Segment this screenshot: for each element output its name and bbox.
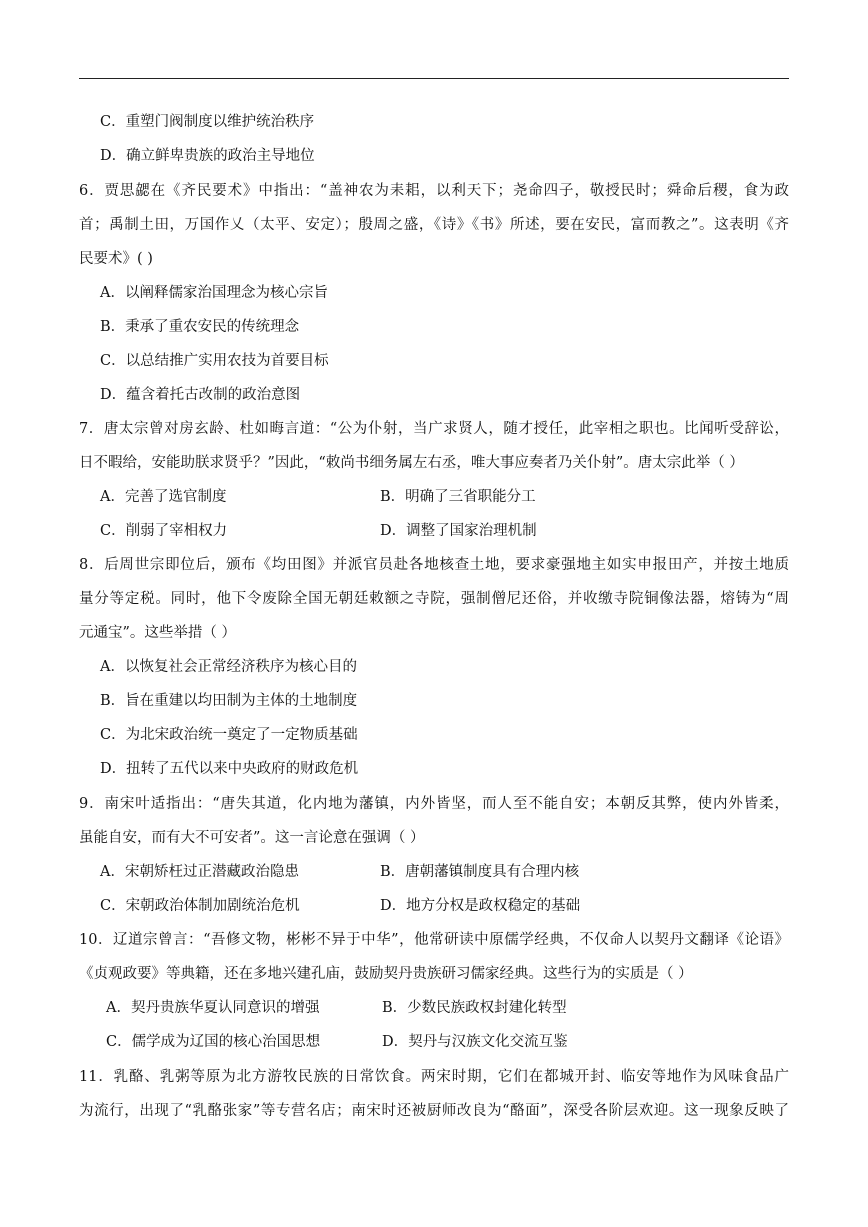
- q10-stem-line-1: 10．辽道宗曾言：“吾修文物，彬彬不异于中华”，他常研读中原儒学经典，不仅命人以契丹文翻译《论语》: [79, 932, 789, 948]
- q6-option-a[interactable]: A．以阐释儒家治国理念为核心宗旨: [100, 285, 328, 301]
- q7-stem-line-2: 日不暇给，安能助朕求贤乎？”因此，“敕尚书细务属左右丞，唯大事应奏者乃关仆射”。唐太宗此举（ ）: [79, 455, 744, 471]
- q10-stem-line-2: 《贞观政要》等典籍，还在多地兴建孔庙，鼓励契丹贵族研习儒家经典。这些行为的实质是（ ）: [79, 966, 693, 982]
- q6-stem-line-3: 民要术》( ): [79, 251, 153, 267]
- header-rule: [79, 78, 789, 79]
- q5-option-d[interactable]: D．确立鲜卑贵族的政治主导地位: [100, 148, 315, 164]
- q9-stem-line-1: 9．南宋叶适指出：“唐失其道，化内地为藩镇，内外皆坚，而人至不能自安；本朝反其弊，使内外皆柔，: [79, 796, 789, 812]
- q6-stem-line-1: 6．贾思勰在《齐民要术》中指出：“盖神农为耒耜，以利天下；尧命四子，敬授民时；舜命后稷，食为政: [79, 183, 789, 199]
- q7-option-a[interactable]: A．完善了选官制度: [100, 489, 227, 505]
- q7-stem-line-1: 7．唐太宗曾对房玄龄、杜如晦言道：“公为仆射，当广求贤人，随才授任，此宰相之职也。比闻听受辞讼，: [79, 421, 789, 437]
- q5-option-c[interactable]: C．重塑门阀制度以维护统治秩序: [100, 114, 315, 130]
- q11-stem-line-1: 11．乳酪、乳粥等原为北方游牧民族的日常饮食。两宋时期，它们在都城开封、临安等地作为风味食品广: [79, 1069, 789, 1085]
- q6-stem-line-2: 首；禹制土田，万国作乂（太平、安定）；殷周之盛，《诗》《书》所述，要在安民，富而教之”。这表明《齐: [79, 217, 789, 233]
- q6-option-d[interactable]: D．蕴含着托古改制的政治意图: [100, 387, 301, 403]
- q10-option-d[interactable]: D．契丹与汉族文化交流互鉴: [382, 1034, 568, 1050]
- q8-stem-line-1: 8．后周世宗即位后，颁布《均田图》并派官员赴各地核查土地，要求豪强地主如实申报田产，并按土地质: [79, 557, 789, 573]
- q8-option-c[interactable]: C．为北宋政治统一奠定了一定物质基础: [100, 727, 358, 743]
- q10-option-b[interactable]: B．少数民族政权封建化转型: [382, 1000, 567, 1016]
- q7-option-b[interactable]: B．明确了三省职能分工: [380, 489, 536, 505]
- q6-option-c[interactable]: C．以总结推广实用农技为首要目标: [100, 353, 329, 369]
- q11-stem-line-2: 为流行，出现了“乳酪张家”等专营名店；南宋时还被厨师改良为“酪面”，深受各阶层欢迎。这一现象反映了: [79, 1103, 789, 1119]
- q10-option-c[interactable]: C．儒学成为辽国的核心治国思想: [106, 1034, 321, 1050]
- q6-option-b[interactable]: B．秉承了重农安民的传统理念: [100, 319, 300, 335]
- q7-option-d[interactable]: D．调整了国家治理机制: [380, 523, 537, 539]
- q8-option-a[interactable]: A．以恢复社会正常经济秩序为核心目的: [100, 659, 357, 675]
- q8-stem-line-2: 量分等定税。同时，他下令废除全国无朝廷敕额之寺院，强制僧尼还俗，并收缴寺院铜像法器，熔铸为“周: [79, 591, 789, 607]
- q9-option-c[interactable]: C．宋朝政治体制加剧统治危机: [100, 898, 300, 914]
- q8-option-b[interactable]: B．旨在重建以均田制为主体的土地制度: [100, 693, 358, 709]
- q7-option-c[interactable]: C．削弱了宰相权力: [100, 523, 228, 539]
- q9-option-d[interactable]: D．地方分权是政权稳定的基础: [380, 898, 581, 914]
- q9-stem-line-2: 虽能自安，而有大不可安者”。这一言论意在强调（ ）: [79, 830, 425, 846]
- q8-option-d[interactable]: D．扭转了五代以来中央政府的财政危机: [100, 761, 359, 777]
- q10-option-a[interactable]: A．契丹贵族华夏认同意识的增强: [106, 1000, 320, 1016]
- q9-option-a[interactable]: A．宋朝矫枉过正潜藏政治隐患: [100, 864, 299, 880]
- q9-option-b[interactable]: B．唐朝藩镇制度具有合理内核: [380, 864, 580, 880]
- q8-stem-line-3: 元通宝”。这些举措（ ）: [79, 625, 237, 641]
